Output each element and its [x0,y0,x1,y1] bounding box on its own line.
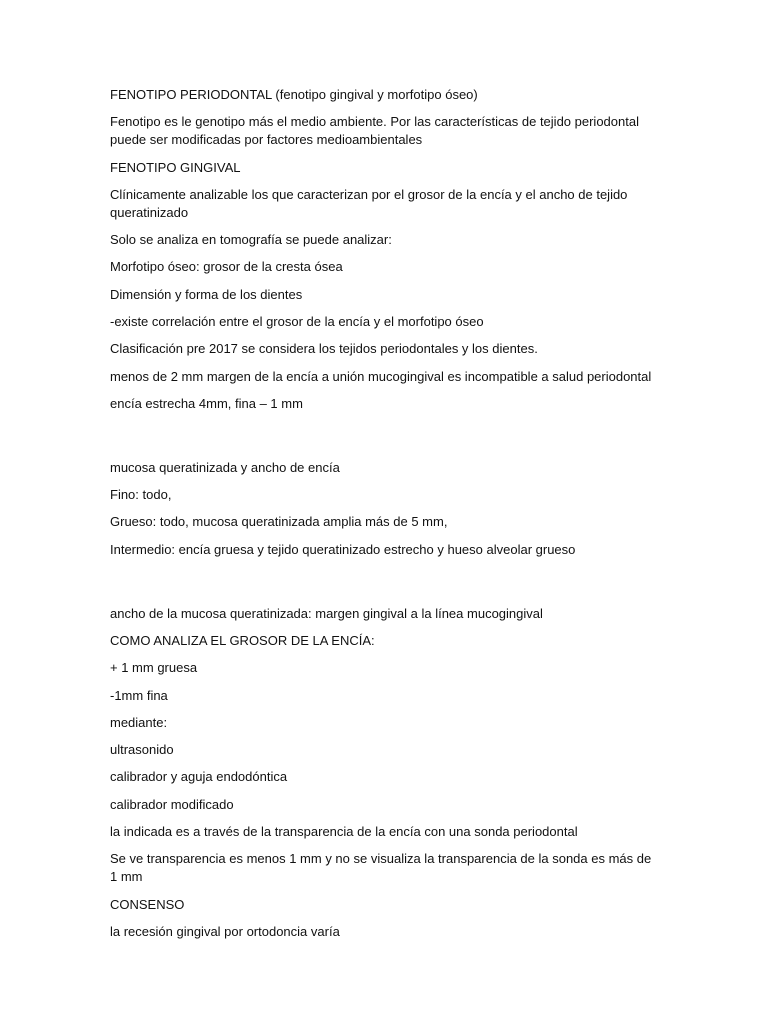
document-page [110,86,660,950]
paragraph: mediante: [110,714,168,730]
paragraph: Fino: todo, [110,487,172,503]
paragraph: menos de 2 mm margen de la encía a unión mucogingival es incompatible a salud periodontal [110,368,652,384]
paragraph: encía estrecha 4mm, fina – 1 mm [110,395,303,411]
paragraph: -existe correlación entre el grosor de la encía y el morfotipo óseo [110,314,484,330]
empty-paragraph [110,568,660,595]
paragraph: Grueso: todo, mucosa queratinizada amplia más de 5 mm, [110,514,448,530]
section-heading: CONSENSO [110,896,185,912]
paragraph: + 1 mm gruesa [110,660,198,676]
paragraph: calibrador modificado [110,796,234,812]
paragraph: Clínicamente analizable los que caracterizan por el grosor de la encía y el ancho de tejido queratinizado [110,186,628,220]
paragraph: Morfotipo óseo: grosor de la cresta ósea [110,259,343,275]
paragraph: mucosa queratinizada y ancho de encía [110,459,340,475]
paragraph: Clasificación pre 2017 se considera los tejidos periodontales y los dientes. [110,341,538,357]
paragraph: la indicada es a través de la transparencia de la encía con una sonda periodontal [110,824,578,840]
paragraph: ultrasonido [110,742,174,758]
paragraph: Se ve transparencia es menos 1 mm y no se visualiza la transparencia de la sonda es más de 1 mm [110,851,652,885]
section-heading: FENOTIPO GINGIVAL [110,159,241,175]
document-heading: FENOTIPO PERIODONTAL (fenotipo gingival y morfotipo óseo) [110,87,478,102]
paragraph: Fenotipo es le genotipo más el medio ambiente. Por las características de tejido periodontal puede ser modificadas por factores medioambientales [110,114,639,148]
paragraph: Dimensión y forma de los dientes [110,286,303,302]
paragraph: -1mm fina [110,687,168,703]
paragraph: Solo se analiza en tomografía se puede analizar: [110,232,392,248]
paragraph: Intermedio: encía gruesa y tejido queratinizado estrecho y hueso alveolar grueso [110,541,576,557]
section-heading: COMO ANALIZA EL GROSOR DE LA ENCÍA: [110,632,375,648]
paragraph: la recesión gingival por ortodoncia varía [110,923,340,939]
paragraph: ancho de la mucosa queratinizada: margen gingival a la línea mucogingival [110,605,543,621]
empty-paragraph [110,422,660,449]
paragraph: calibrador y aguja endodóntica [110,769,288,785]
